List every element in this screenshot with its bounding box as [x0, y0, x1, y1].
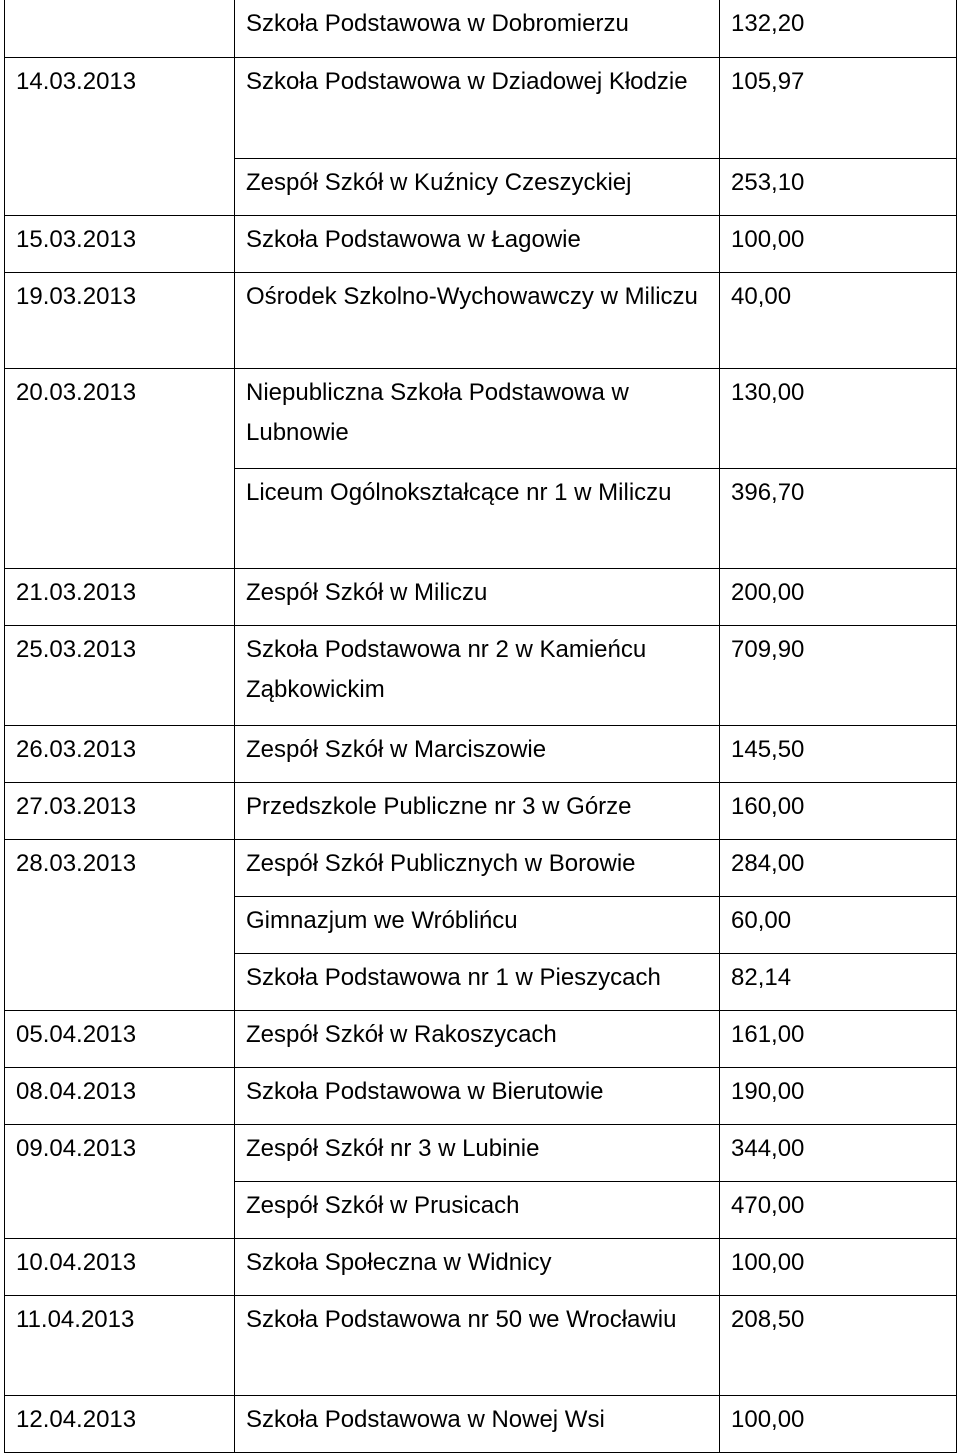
table-row — [5, 782, 957, 839]
date-cell: 27.03.2013 — [5, 782, 235, 839]
amount-cell: 145,50 — [720, 725, 957, 782]
table-row — [5, 839, 957, 896]
date-cell — [5, 0, 235, 57]
school-cell: Szkoła Podstawowa w Bierutowie — [235, 1067, 720, 1124]
table-row — [5, 158, 957, 215]
date-cell: 25.03.2013 — [5, 625, 235, 725]
date-cell: 20.03.2013 — [5, 368, 235, 468]
school-cell: Zespół Szkół w Miliczu — [235, 568, 720, 625]
school-cell: Szkoła Podstawowa w Nowej Wsi — [235, 1395, 720, 1452]
school-cell: Szkoła Podstawowa nr 2 w Kamieńcu Ząbkowickim — [235, 625, 720, 725]
school-cell: Zespół Szkół w Rakoszycach — [235, 1010, 720, 1067]
amount-cell: 40,00 — [720, 272, 957, 368]
table-row — [5, 368, 957, 468]
school-cell: Zespół Szkół w Marciszowie — [235, 725, 720, 782]
amount-cell: 60,00 — [720, 896, 957, 953]
date-cell — [5, 896, 235, 953]
amount-cell: 190,00 — [720, 1067, 957, 1124]
date-cell: 14.03.2013 — [5, 57, 235, 158]
amount-cell: 208,50 — [720, 1295, 957, 1395]
table-row — [5, 215, 957, 272]
school-cell: Szkoła Społeczna w Widnicy — [235, 1238, 720, 1295]
school-cell: Szkoła Podstawowa w Dobromierzu — [235, 0, 720, 57]
school-cell: Liceum Ogólnokształcące nr 1 w Miliczu — [235, 468, 720, 568]
date-cell: 26.03.2013 — [5, 725, 235, 782]
amount-cell: 344,00 — [720, 1124, 957, 1181]
table-row — [5, 725, 957, 782]
amount-cell: 105,97 — [720, 57, 957, 158]
school-cell: Zespół Szkół Publicznych w Borowie — [235, 839, 720, 896]
school-cell: Przedszkole Publiczne nr 3 w Górze — [235, 782, 720, 839]
table-row — [5, 1295, 957, 1395]
table-row — [5, 57, 957, 158]
amount-cell: 200,00 — [720, 568, 957, 625]
amount-cell: 160,00 — [720, 782, 957, 839]
school-cell: Zespół Szkół nr 3 w Lubinie — [235, 1124, 720, 1181]
school-cell: Niepubliczna Szkoła Podstawowa w Lubnowie — [235, 368, 720, 468]
date-cell: 10.04.2013 — [5, 1238, 235, 1295]
amount-cell: 132,20 — [720, 0, 957, 57]
school-cell: Szkoła Podstawowa nr 50 we Wrocławiu — [235, 1295, 720, 1395]
amount-cell: 161,00 — [720, 1010, 957, 1067]
table-row — [5, 568, 957, 625]
amount-cell: 130,00 — [720, 368, 957, 468]
table-row — [5, 1395, 957, 1452]
school-cell: Szkoła Podstawowa w Dziadowej Kłodzie — [235, 57, 720, 158]
date-cell: 21.03.2013 — [5, 568, 235, 625]
amount-cell: 100,00 — [720, 1395, 957, 1452]
date-cell: 28.03.2013 — [5, 839, 235, 896]
table-row — [5, 272, 957, 368]
date-cell: 05.04.2013 — [5, 1010, 235, 1067]
amount-cell: 709,90 — [720, 625, 957, 725]
amount-cell: 100,00 — [720, 215, 957, 272]
table-row — [5, 0, 957, 57]
table-row — [5, 1067, 957, 1124]
date-cell: 12.04.2013 — [5, 1395, 235, 1452]
table-row — [5, 1010, 957, 1067]
amount-cell: 100,00 — [720, 1238, 957, 1295]
date-cell — [5, 158, 235, 215]
amount-cell: 284,00 — [720, 839, 957, 896]
table-row — [5, 1124, 957, 1181]
date-cell — [5, 953, 235, 1010]
table-row — [5, 468, 957, 568]
date-cell — [5, 468, 235, 568]
school-cell: Zespół Szkół w Prusicach — [235, 1181, 720, 1238]
school-cell: Gimnazjum we Wróblińcu — [235, 896, 720, 953]
amount-cell: 253,10 — [720, 158, 957, 215]
table-row — [5, 1181, 957, 1238]
table-row — [5, 953, 957, 1010]
date-cell: 08.04.2013 — [5, 1067, 235, 1124]
table-row — [5, 896, 957, 953]
amount-cell: 470,00 — [720, 1181, 957, 1238]
date-cell: 09.04.2013 — [5, 1124, 235, 1181]
table-row — [5, 1238, 957, 1295]
amount-cell: 396,70 — [720, 468, 957, 568]
date-cell: 15.03.2013 — [5, 215, 235, 272]
school-cell: Ośrodek Szkolno-Wychowawczy w Miliczu — [235, 272, 720, 368]
donations-table — [4, 0, 957, 1453]
amount-cell: 82,14 — [720, 953, 957, 1010]
table-row — [5, 625, 957, 725]
date-cell — [5, 1181, 235, 1238]
date-cell: 11.04.2013 — [5, 1295, 235, 1395]
school-cell: Szkoła Podstawowa nr 1 w Pieszycach — [235, 953, 720, 1010]
school-cell: Zespół Szkół w Kuźnicy Czeszyckiej — [235, 158, 720, 215]
date-cell: 19.03.2013 — [5, 272, 235, 368]
school-cell: Szkoła Podstawowa w Łagowie — [235, 215, 720, 272]
